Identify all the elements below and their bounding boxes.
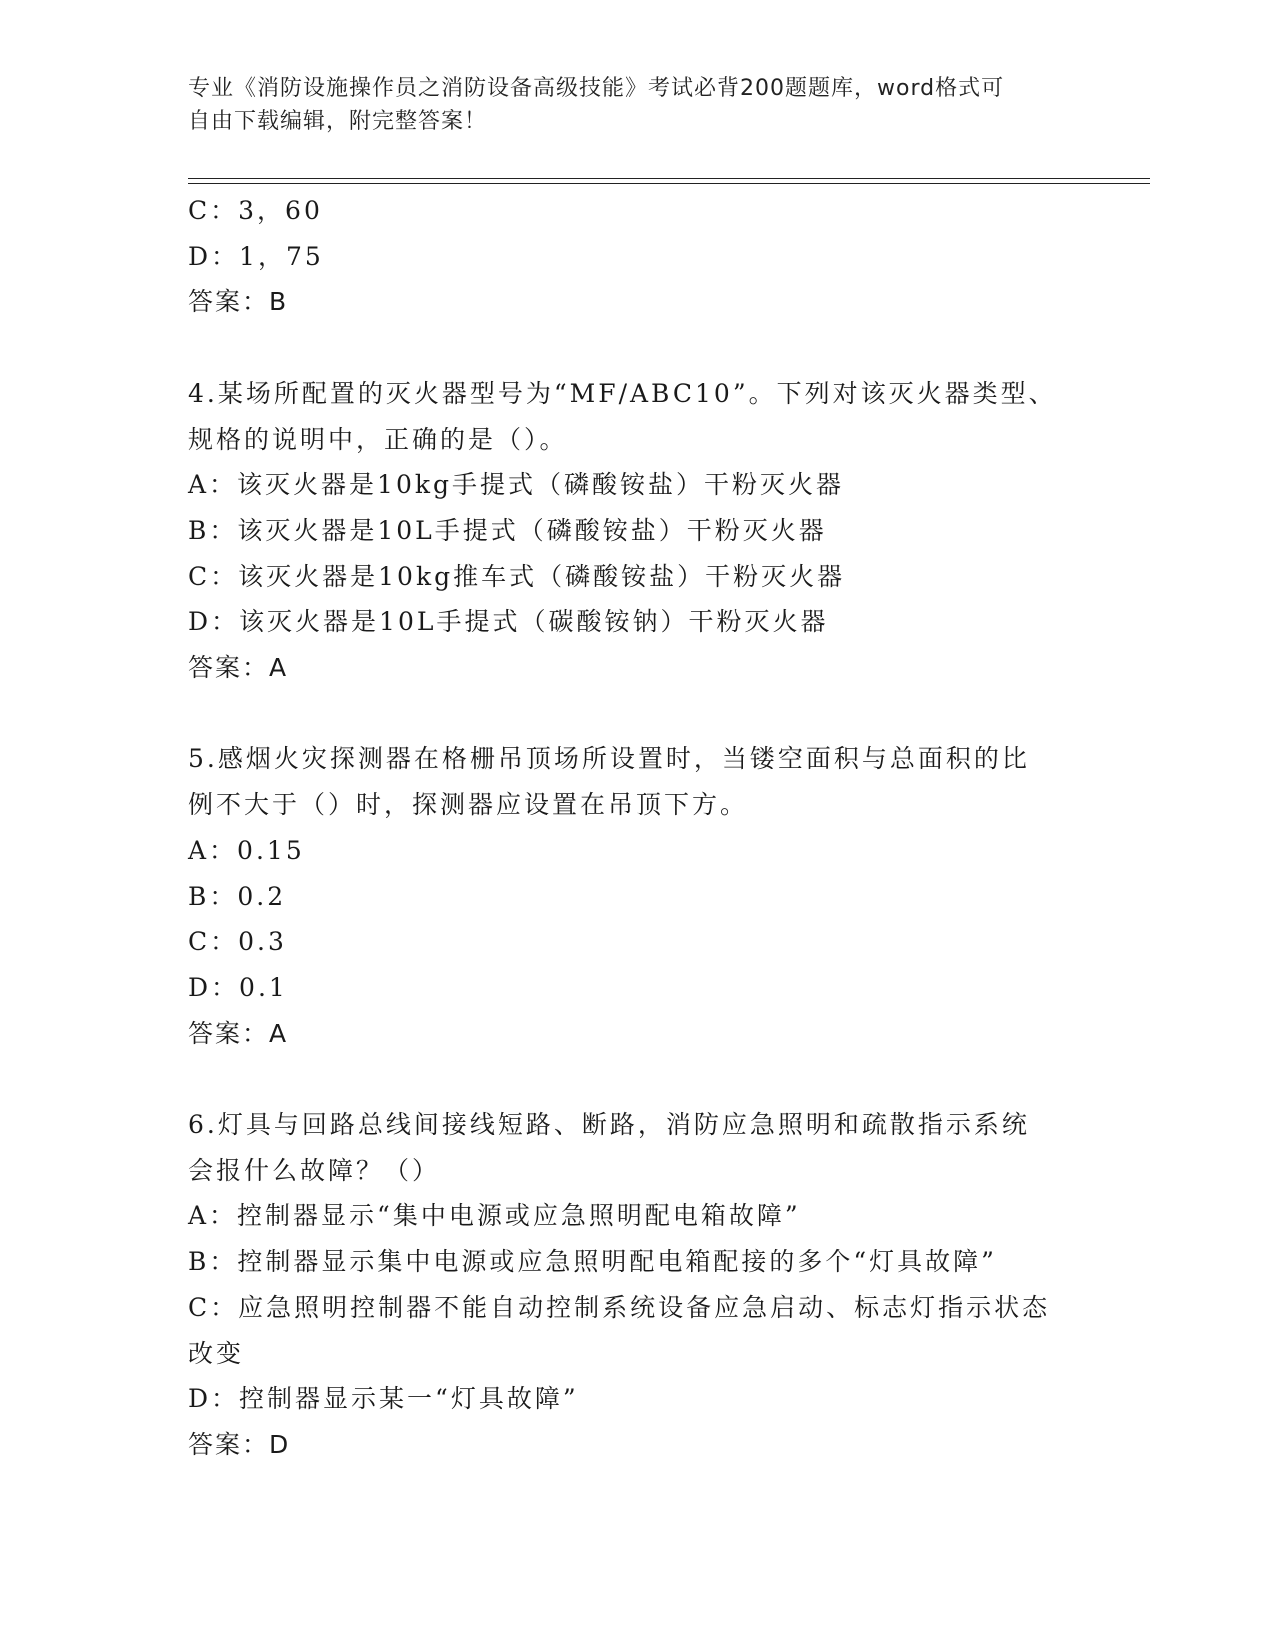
question-6 — [188, 1102, 1088, 1468]
option-d: D：0.1 — [188, 972, 288, 1002]
option-d: D：控制器显示某一“灯具故障” — [188, 1384, 579, 1414]
option-c-continued: 改变 — [188, 1338, 245, 1368]
answer-line: 答案：A — [188, 653, 289, 683]
option-b: B：控制器显示集中电源或应急照明配电箱配接的多个“灯具故障” — [188, 1247, 997, 1277]
header-line-1: 专业《消防设施操作员之消防设备高级技能》考试必背200题题库，word格式可 — [188, 76, 1005, 101]
question-5 — [188, 736, 1088, 1056]
option-d: D：1，75 — [188, 241, 324, 271]
option-b: B：该灭火器是10L手提式（磷酸铵盐）干粉灭火器 — [188, 515, 827, 545]
answer-line: 答案：B — [188, 287, 289, 317]
document-body — [188, 188, 1088, 1468]
answer-line: 答案：A — [188, 1018, 289, 1048]
question-3-tail — [188, 188, 1088, 325]
header-divider — [188, 178, 1150, 184]
header-line-2: 自由下载编辑，附完整答案！ — [188, 109, 488, 134]
question-stem: 5.感烟火灾探测器在格栅吊顶场所设置时，当镂空面积与总面积的比 — [188, 744, 1030, 774]
question-4 — [188, 371, 1088, 691]
question-stem: 规格的说明中，正确的是（）。 — [188, 424, 568, 454]
option-a: A：0.15 — [188, 835, 305, 865]
question-stem: 4.某场所配置的灭火器型号为“MF/ABC10”。下列对该灭火器类型、 — [188, 378, 1057, 408]
option-c: C：3，60 — [188, 196, 323, 225]
document-header — [188, 72, 1068, 138]
option-b: B：0.2 — [188, 881, 287, 911]
option-c: C：应急照明控制器不能自动控制系统设备应急启动、标志灯指示状态 — [188, 1292, 1051, 1322]
option-a: A：该灭火器是10kg手提式（磷酸铵盐）干粉灭火器 — [188, 470, 845, 500]
answer-line: 答案：D — [188, 1429, 291, 1459]
option-d: D：该灭火器是10L手提式（碳酸铵钠）干粉灭火器 — [188, 607, 829, 637]
option-c: C：0.3 — [188, 927, 287, 957]
question-stem: 会报什么故障？（） — [188, 1155, 441, 1185]
option-c: C：该灭火器是10kg推车式（磷酸铵盐）干粉灭火器 — [188, 561, 846, 591]
spacer — [188, 691, 1088, 737]
question-stem: 6.灯具与回路总线间接线短路、断路，消防应急照明和疏散指示系统 — [188, 1110, 1030, 1140]
option-a: A：控制器显示“集中电源或应急照明配电箱故障” — [188, 1201, 801, 1231]
spacer — [188, 1056, 1088, 1102]
question-stem: 例不大于（）时，探测器应设置在吊顶下方。 — [188, 790, 749, 820]
spacer — [188, 325, 1088, 371]
